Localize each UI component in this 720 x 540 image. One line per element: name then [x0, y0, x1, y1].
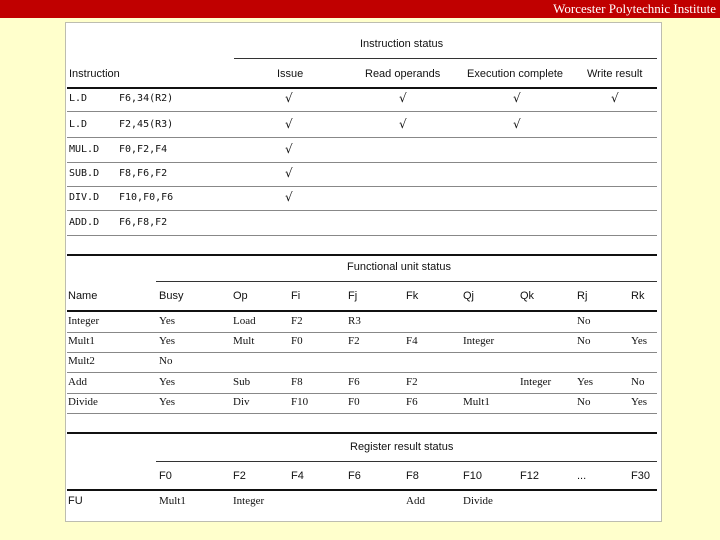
table-rule — [67, 162, 657, 163]
functional-unit-header: Qj — [463, 290, 474, 302]
table-rule — [67, 372, 657, 373]
table-rule — [67, 413, 657, 414]
instruction-status-header: Execution complete — [467, 68, 563, 80]
functional-unit-header: Rj — [577, 290, 588, 302]
table-rule — [156, 281, 657, 282]
functional-unit-cell: F2 — [406, 376, 418, 388]
functional-unit-header: Fi — [291, 290, 301, 302]
functional-unit-cell: F0 — [291, 335, 303, 347]
table-rule — [67, 332, 657, 333]
functional-unit-cell: Divide — [68, 396, 98, 408]
instruction-operands: F6,34(R2) — [119, 93, 174, 104]
functional-unit-cell: F6 — [406, 396, 418, 408]
table-rule — [67, 87, 657, 89]
institution-title: Worcester Polytechnic Institute — [553, 1, 716, 16]
scoreboard-figure — [65, 22, 662, 522]
fu-row-label: FU — [68, 495, 83, 507]
functional-unit-cell: Integer — [520, 376, 552, 388]
functional-unit-cell: Yes — [159, 396, 176, 408]
status-check-issue: √ — [285, 166, 293, 180]
register-name: F2 — [233, 470, 246, 482]
table-rule — [67, 310, 657, 312]
functional-unit-cell: F2 — [291, 315, 303, 327]
status-check-issue: √ — [285, 117, 293, 131]
functional-unit-cell: No — [577, 396, 591, 408]
table-rule — [156, 461, 657, 462]
table-rule — [67, 111, 657, 112]
functional-unit-header: Fj — [348, 290, 358, 302]
instruction-operands: F6,F8,F2 — [119, 217, 168, 228]
functional-unit-cell: Load — [233, 315, 256, 327]
functional-unit-cell: Integer — [68, 315, 100, 327]
functional-unit-cell: F2 — [348, 335, 360, 347]
functional-unit-cell: F4 — [406, 335, 418, 347]
register-fu-value: Add — [406, 495, 425, 507]
functional-unit-cell: Mult — [233, 335, 255, 347]
status-check-exec: √ — [513, 91, 521, 105]
table-rule — [67, 352, 657, 353]
instruction-operands: F10,F0,F6 — [119, 192, 174, 203]
functional-unit-cell: No — [577, 335, 591, 347]
functional-unit-cell: F0 — [348, 396, 360, 408]
register-name: F4 — [291, 470, 304, 482]
status-check-read: √ — [399, 91, 407, 105]
register-fu-value: Mult1 — [159, 495, 186, 507]
functional-unit-cell: Yes — [631, 396, 648, 408]
status-check-exec: √ — [513, 117, 521, 131]
functional-unit-header: Fk — [406, 290, 419, 302]
functional-unit-header: Op — [233, 290, 248, 302]
instruction-status-header: Issue — [277, 68, 304, 80]
functional-unit-cell: R3 — [348, 315, 361, 327]
functional-unit-cell: Yes — [159, 315, 176, 327]
instruction-opcode: L.D — [69, 119, 88, 130]
functional-unit-cell: F8 — [291, 376, 303, 388]
title-bar — [0, 0, 720, 18]
instruction-operands: F2,45(R3) — [119, 119, 174, 130]
instruction-operands: F8,F6,F2 — [119, 168, 168, 179]
status-check-write: √ — [611, 91, 619, 105]
instruction-status-title: Instruction status — [360, 38, 444, 50]
functional-unit-cell: F6 — [348, 376, 360, 388]
register-name: F12 — [520, 470, 539, 482]
instruction-status-header: Write result — [587, 68, 643, 80]
instruction-operands: F0,F2,F4 — [119, 144, 168, 155]
status-check-issue: √ — [285, 190, 293, 204]
register-result-status-title: Register result status — [350, 441, 454, 453]
functional-unit-header: Qk — [520, 290, 535, 302]
functional-unit-cell: No — [631, 376, 645, 388]
functional-unit-cell: Yes — [159, 335, 176, 347]
instruction-opcode: MUL.D — [69, 144, 100, 155]
instruction-status-header: Read operands — [365, 68, 441, 80]
functional-unit-cell: Yes — [577, 376, 594, 388]
register-name: F10 — [463, 470, 482, 482]
register-name: F30 — [631, 470, 650, 482]
table-rule — [67, 210, 657, 211]
functional-unit-header: Name — [68, 290, 98, 302]
functional-unit-cell: Add — [68, 376, 87, 388]
functional-unit-header: Rk — [631, 290, 645, 302]
register-name: F8 — [406, 470, 419, 482]
table-rule — [67, 186, 657, 187]
table-rule — [67, 432, 657, 434]
functional-unit-cell: Yes — [631, 335, 648, 347]
table-rule — [67, 137, 657, 138]
register-name: F6 — [348, 470, 361, 482]
functional-unit-cell: Div — [233, 396, 250, 408]
functional-unit-cell: No — [577, 315, 591, 327]
instruction-opcode: ADD.D — [69, 217, 100, 228]
functional-unit-header: Busy — [159, 290, 184, 302]
functional-unit-cell: Integer — [463, 335, 495, 347]
functional-unit-cell: F10 — [291, 396, 309, 408]
functional-unit-cell: Sub — [233, 376, 251, 388]
functional-unit-cell: Yes — [159, 376, 176, 388]
functional-unit-cell: No — [159, 355, 173, 367]
register-fu-value: Integer — [233, 495, 265, 507]
status-check-issue: √ — [285, 91, 293, 105]
register-name: F0 — [159, 470, 172, 482]
functional-unit-cell: Mult2 — [68, 355, 95, 367]
status-check-read: √ — [399, 117, 407, 131]
functional-unit-cell: Mult1 — [68, 335, 95, 347]
instruction-opcode: L.D — [69, 93, 88, 104]
instruction-opcode: SUB.D — [69, 168, 100, 179]
instruction-opcode: DIV.D — [69, 192, 100, 203]
table-rule — [67, 489, 657, 491]
table-rule — [67, 393, 657, 394]
instruction-status-header: Instruction — [69, 68, 120, 80]
table-rule — [234, 58, 657, 59]
table-rule — [67, 235, 657, 236]
status-check-issue: √ — [285, 142, 293, 156]
functional-unit-status-title: Functional unit status — [347, 261, 451, 273]
register-fu-value: Divide — [463, 495, 493, 507]
table-rule — [67, 254, 657, 256]
register-name: ... — [577, 470, 587, 482]
functional-unit-cell: Mult1 — [463, 396, 490, 408]
